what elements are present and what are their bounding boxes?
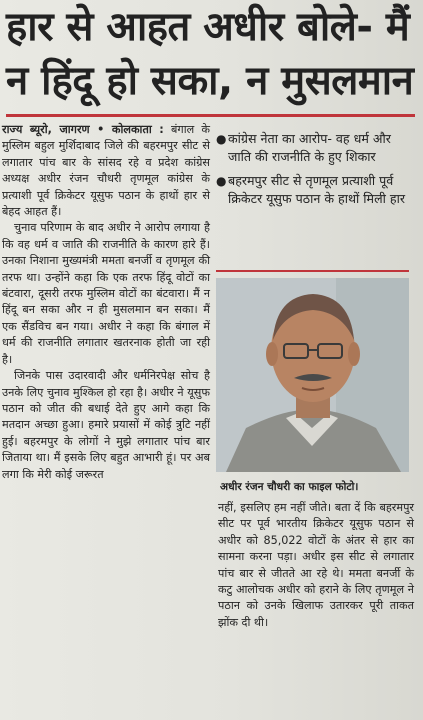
highlights-box bbox=[216, 130, 412, 214]
portrait-illustration bbox=[216, 278, 409, 472]
bullet-icon: ● bbox=[216, 132, 227, 146]
lead-text: बंगाल के मुस्लिम बहुल मुर्शिदाबाद जिले की बहरमपुर सीट से लगातार पांच बार के सांसद रहे व प्रदेश कांग्रेस अध्यक्ष अधीर रंजन चौधरी तृणमूल कांग्रेस के प्रत्याशी पूर्व क्रिकेटर यूसुफ पठान के हाथों हार से बेहद आहत हैं। bbox=[2, 123, 211, 219]
headline bbox=[6, 0, 418, 108]
left-column bbox=[2, 122, 210, 483]
body-paragraph-3: जिनके पास उदारवादी और धर्मनिरपेक्ष सोच है उनके लिए चुनाव मुश्किल हो रहा है। अधीर ने यूसुफ पठान को जीत की बधाई देते हुए आगे कहा कि मतदान अच्छा हुआ। हमारे प्रयासों में कोई त्रुटि नहीं हुई। बहरमपुर के लोगों ने मुझे लगातार पांच बार जिताया था। मैं इसके लिए बहुत आभारी हूं। पर अब लगा कि मेरी कोई जरूरत bbox=[2, 369, 210, 481]
highlights-divider bbox=[216, 270, 409, 272]
right-column bbox=[218, 500, 414, 631]
right-column-text: नहीं, इसलिए हम नहीं जीते। बता दें कि बहरमपुर सीट पर पूर्व भारतीय क्रिकेटर यूसुफ पठान से अधीर को 85,022 वोटों के अंतर से हार का सामना करना पड़ा। अधीर इस सीट से लगातार पांच बार से जीतते आ रहे थे। ममता बनर्जी के कटु आलोचक अधीर को हराने के लिए तृणमूल ने पठान को उनके खिलाफ उतारकर पूरी ताकत झोंक दी थी। bbox=[218, 501, 414, 629]
bullet-icon: ● bbox=[216, 174, 227, 188]
headline-line-1: हार से आहत अधीर बोले- मैं bbox=[6, 4, 410, 50]
highlight-item bbox=[216, 130, 412, 166]
portrait-photo bbox=[216, 278, 409, 472]
highlight-text-1: कांग्रेस नेता का आरोप- वह धर्म और जाति की राजनीति के हुए शिकार bbox=[228, 131, 391, 164]
highlight-text-2: बहरमपुर सीट से तृणमूल प्रत्याशी पूर्व क्रिकेटर यूसुफ पठान के हाथों मिली हार bbox=[228, 173, 405, 206]
photo-caption: अधीर रंजन चौधरी का फाइल फोटो। bbox=[220, 481, 359, 493]
lead-paragraph bbox=[2, 122, 210, 220]
dateline: राज्य ब्यूरो, जागरण • कोलकाता : bbox=[2, 123, 164, 136]
headline-divider bbox=[6, 114, 415, 117]
headline-line-2: न हिंदू हो सका, न मुसलमान bbox=[6, 58, 414, 104]
body-paragraph-2: चुनाव परिणाम के बाद अधीर ने आरोप लगाया है कि वह धर्म व जाति की राजनीति के कारण हारे हैं। उनका निशाना मुख्यमंत्री ममता बनर्जी व तृणमूल की तरफ था। उन्होंने कहा कि एक तरफ हिंदू वोटों का बंटवारा, दूसरी तरफ मुस्लिम वोटों का बंटवारा। मैं न हिंदू बन सका और न ही मुसलमान बन सका। मैं एक सैंडविच बन गया। अधीर ने कहा कि बंगाल में धर्म की राजनीति लगातार खतरनाक होती जा रही है। bbox=[2, 221, 210, 366]
highlight-item bbox=[216, 172, 412, 208]
